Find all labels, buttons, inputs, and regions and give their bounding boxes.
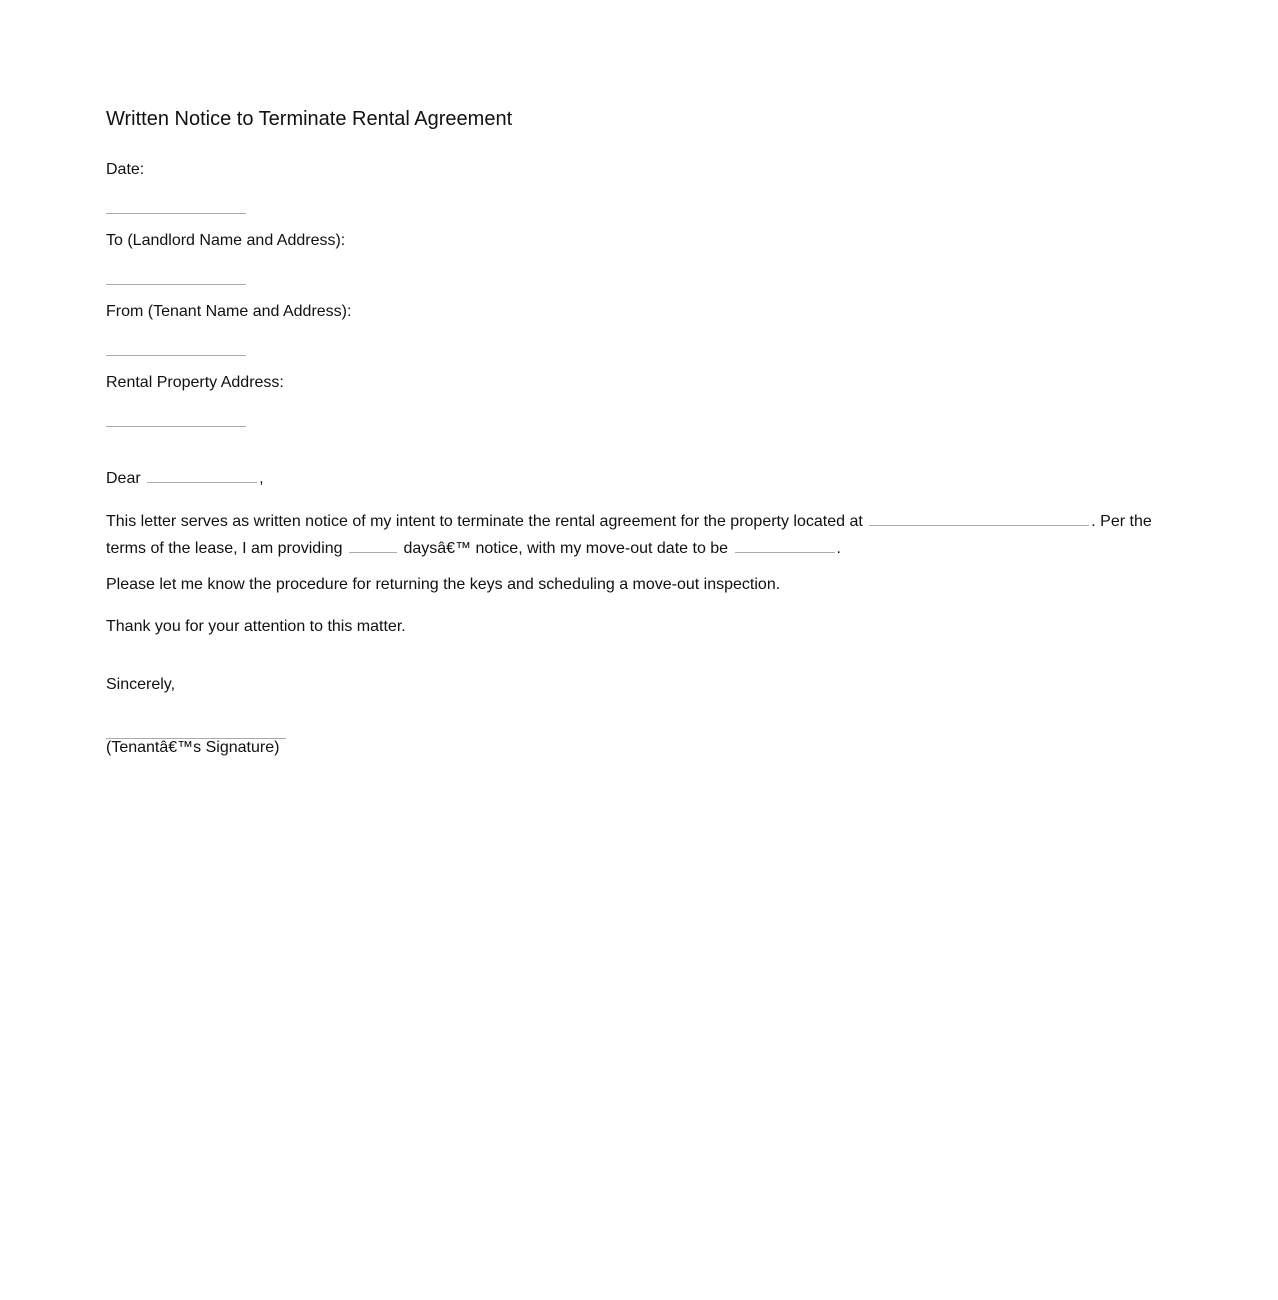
keys-paragraph: Please let me know the procedure for returning the keys and scheduling a move-out inspection. bbox=[106, 576, 781, 593]
notice-days-blank[interactable] bbox=[349, 538, 397, 553]
landlord-blank[interactable] bbox=[106, 284, 246, 285]
paragraph-text: . bbox=[836, 540, 841, 557]
salutation bbox=[106, 468, 264, 488]
recipient-blank[interactable] bbox=[147, 468, 257, 483]
paragraph-text: daysâ€™ notice, with my move-out date to be bbox=[403, 540, 729, 557]
property-blank[interactable] bbox=[106, 426, 246, 427]
paragraph-text: . Per the terms of the lease, I am providing bbox=[106, 513, 1152, 557]
closing: Sincerely, bbox=[106, 676, 176, 693]
property-location-blank[interactable] bbox=[869, 511, 1089, 526]
date-blank[interactable] bbox=[106, 213, 246, 214]
date-label: Date: bbox=[106, 161, 145, 178]
landlord-label: To (Landlord Name and Address): bbox=[106, 232, 346, 249]
tenant-label: From (Tenant Name and Address): bbox=[106, 303, 352, 320]
signature-label: (Tenantâ€™s Signature) bbox=[106, 739, 280, 756]
page-title: Written Notice to Terminate Rental Agreement bbox=[106, 108, 513, 130]
notice-paragraph bbox=[106, 508, 1166, 562]
salutation-text: Dear bbox=[106, 470, 141, 487]
tenant-blank[interactable] bbox=[106, 355, 246, 356]
thanks-paragraph: Thank you for your attention to this matter. bbox=[106, 618, 406, 635]
paragraph-text: This letter serves as written notice of my intent to terminate the rental agreement for the property located at bbox=[106, 513, 863, 530]
property-label: Rental Property Address: bbox=[106, 374, 284, 391]
salutation-comma: , bbox=[259, 470, 264, 487]
move-out-date-blank[interactable] bbox=[735, 538, 835, 553]
